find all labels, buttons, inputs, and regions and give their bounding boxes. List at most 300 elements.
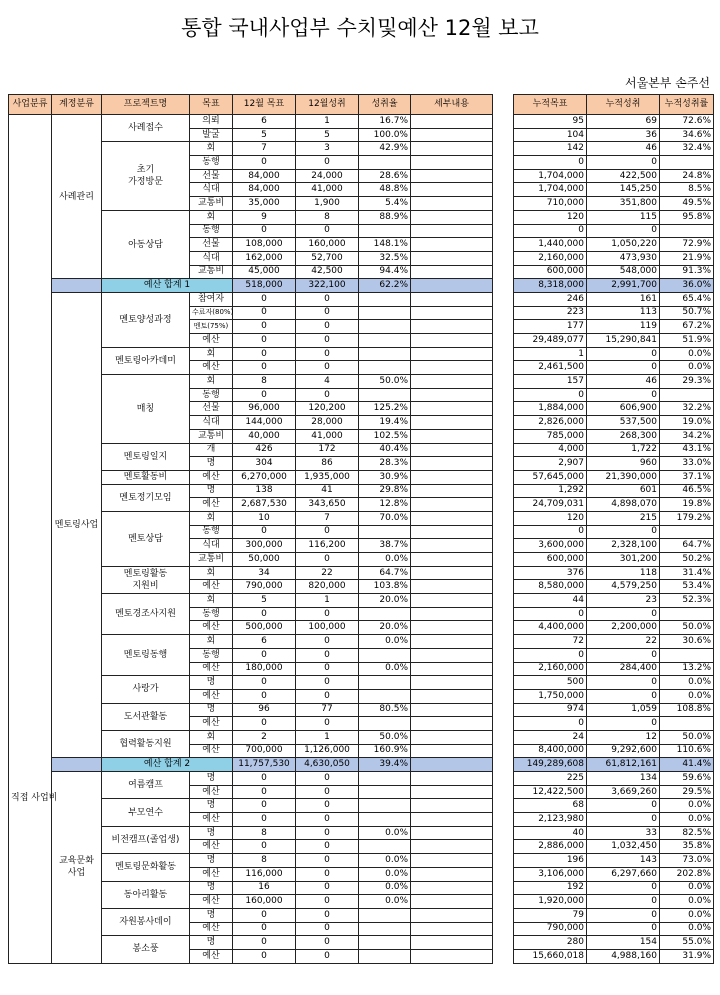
table-row: [514, 813, 714, 827]
cumulative-target-cell: 2,160,000: [514, 251, 587, 265]
achieved-cell: 0: [296, 676, 359, 690]
cumulative-table: [513, 94, 714, 964]
cumulative-target-cell: 149,289,608: [514, 758, 587, 772]
achieved-cell: 0: [296, 224, 359, 238]
target-cell: 0: [233, 607, 296, 621]
rate-cell: 16.7%: [359, 115, 411, 129]
target-cell: 0: [233, 908, 296, 922]
table-row: [514, 210, 714, 224]
rate-cell: [359, 949, 411, 963]
cumulative-rate-cell: [660, 648, 714, 662]
cumulative-achieved-cell: 161: [587, 292, 660, 306]
detail-cell: [411, 785, 493, 799]
cumulative-rate-cell: 34.2%: [660, 429, 714, 443]
target-cell: 138: [233, 484, 296, 498]
cumulative-achieved-cell: 0: [587, 347, 660, 361]
rate-cell: 0.0%: [359, 553, 411, 567]
table-row: [514, 416, 714, 430]
achieved-cell: 0: [296, 607, 359, 621]
cumulative-target-cell: 44: [514, 594, 587, 608]
cumulative-target-cell: 192: [514, 881, 587, 895]
cumulative-rate-cell: 31.9%: [660, 949, 714, 963]
unit-cell: 예산: [190, 621, 233, 635]
target-cell: 0: [233, 334, 296, 348]
table-row: [514, 936, 714, 950]
unit-cell: 명: [190, 908, 233, 922]
detail-cell: [411, 197, 493, 211]
detail-cell: [411, 922, 493, 936]
cumulative-rate-cell: 31.4%: [660, 566, 714, 580]
table-row: [514, 470, 714, 484]
target-cell: 304: [233, 457, 296, 471]
cumulative-rate-cell: 73.0%: [660, 854, 714, 868]
cumulative-achieved-cell: 0: [587, 224, 660, 238]
detail-cell: [411, 717, 493, 731]
detail-cell: [411, 594, 493, 608]
table-row: [514, 265, 714, 279]
target-cell: 7: [233, 142, 296, 156]
unit-cell: 동행: [190, 156, 233, 170]
rate-cell: 20.0%: [359, 594, 411, 608]
achieved-cell: 8: [296, 210, 359, 224]
rate-cell: 50.0%: [359, 375, 411, 389]
rate-cell: 0.0%: [359, 881, 411, 895]
budget-total-label: 예산 합계 1: [102, 279, 233, 293]
cumulative-achieved-cell: 61,812,161: [587, 758, 660, 772]
target-cell: 162,000: [233, 251, 296, 265]
detail-cell: [411, 128, 493, 142]
target-cell: 0: [233, 156, 296, 170]
cumulative-rate-cell: 53.4%: [660, 580, 714, 594]
table-row: [514, 662, 714, 676]
cumulative-target-cell: 2,907: [514, 457, 587, 471]
table-row: [514, 881, 714, 895]
target-cell: 0: [233, 525, 296, 539]
detail-cell: [411, 416, 493, 430]
unit-cell: 교통비: [190, 429, 233, 443]
rate-cell: 40.4%: [359, 443, 411, 457]
cumulative-achieved-cell: 0: [587, 648, 660, 662]
achieved-cell: 7: [296, 511, 359, 525]
cumulative-target-cell: 790,000: [514, 922, 587, 936]
detail-cell: [411, 238, 493, 252]
cumulative-target-cell: 4,000: [514, 443, 587, 457]
unit-cell: 회: [190, 210, 233, 224]
detail-cell: [411, 511, 493, 525]
detail-cell: [411, 361, 493, 375]
cumulative-achieved-cell: 145,250: [587, 183, 660, 197]
detail-cell: [411, 689, 493, 703]
unit-cell: 회: [190, 635, 233, 649]
target-cell: 40,000: [233, 429, 296, 443]
target-cell: 0: [233, 320, 296, 334]
cumulative-achieved-cell: 0: [587, 388, 660, 402]
target-cell: 96,000: [233, 402, 296, 416]
cumulative-achieved-cell: 22: [587, 635, 660, 649]
cumulative-target-cell: 177: [514, 320, 587, 334]
achieved-cell: 116,200: [296, 539, 359, 553]
cumulative-achieved-cell: 284,400: [587, 662, 660, 676]
achieved-cell: 4: [296, 375, 359, 389]
cumulative-achieved-cell: 46: [587, 142, 660, 156]
cumulative-rate-cell: 19.0%: [660, 416, 714, 430]
target-cell: 11,757,530: [233, 758, 296, 772]
target-cell: 2,687,530: [233, 498, 296, 512]
target-cell: 426: [233, 443, 296, 457]
cumulative-rate-cell: 21.9%: [660, 251, 714, 265]
achieved-cell: 820,000: [296, 580, 359, 594]
detail-cell: [411, 525, 493, 539]
achieved-cell: 0: [296, 717, 359, 731]
unit-cell: 예산: [190, 744, 233, 758]
table-row: [514, 621, 714, 635]
detail-cell: [411, 251, 493, 265]
table-row: [514, 867, 714, 881]
rate-cell: [359, 361, 411, 375]
unit-cell: 회: [190, 594, 233, 608]
project-cell: 멘토경조사지원: [102, 594, 190, 635]
detail-cell: [411, 772, 493, 786]
cumulative-achieved-cell: 1,722: [587, 443, 660, 457]
table-row: [514, 334, 714, 348]
column-header: 12월성취: [296, 95, 359, 115]
cumulative-rate-cell: 36.0%: [660, 279, 714, 293]
detail-cell: [411, 553, 493, 567]
detail-cell: [411, 703, 493, 717]
table-row: [514, 772, 714, 786]
unit-cell: 예산: [190, 813, 233, 827]
achieved-cell: 4,630,050: [296, 758, 359, 772]
achieved-cell: 343,650: [296, 498, 359, 512]
cumulative-rate-cell: 30.6%: [660, 635, 714, 649]
cumulative-achieved-cell: 0: [587, 881, 660, 895]
table-row: [514, 306, 714, 320]
rate-cell: [359, 799, 411, 813]
unit-cell: 예산: [190, 922, 233, 936]
detail-cell: [411, 484, 493, 498]
cumulative-target-cell: 142: [514, 142, 587, 156]
cumulative-achieved-cell: 118: [587, 566, 660, 580]
target-cell: 9: [233, 210, 296, 224]
rate-cell: 19.4%: [359, 416, 411, 430]
cumulative-target-cell: 29,489,077: [514, 334, 587, 348]
cumulative-target-cell: 0: [514, 525, 587, 539]
cumulative-target-cell: 1,292: [514, 484, 587, 498]
column-header: 사업분류: [9, 95, 52, 115]
table-row: [514, 197, 714, 211]
unit-cell: 예산: [190, 717, 233, 731]
rate-cell: 0.0%: [359, 662, 411, 676]
achieved-cell: 0: [296, 936, 359, 950]
unit-cell: 개: [190, 443, 233, 457]
target-cell: 500,000: [233, 621, 296, 635]
column-header: 계정분류: [52, 95, 102, 115]
table-row: [514, 388, 714, 402]
cumulative-achieved-cell: 0: [587, 689, 660, 703]
project-cell: 사례접수: [102, 115, 190, 142]
budget-total-row: [514, 279, 714, 293]
detail-cell: [411, 443, 493, 457]
achieved-cell: 1: [296, 594, 359, 608]
project-cell: 비전캠프(졸업생): [102, 826, 190, 853]
cumulative-achieved-cell: 215: [587, 511, 660, 525]
rate-cell: [359, 306, 411, 320]
cumulative-target-cell: 1,440,000: [514, 238, 587, 252]
target-cell: 0: [233, 292, 296, 306]
table-row: [514, 539, 714, 553]
target-cell: 10: [233, 511, 296, 525]
detail-cell: [411, 265, 493, 279]
cumulative-achieved-cell: 548,000: [587, 265, 660, 279]
cumulative-target-cell: 79: [514, 908, 587, 922]
cumulative-rate-cell: 51.9%: [660, 334, 714, 348]
rate-cell: [359, 813, 411, 827]
target-cell: 160,000: [233, 895, 296, 909]
cumulative-achieved-cell: 0: [587, 676, 660, 690]
unit-cell: 명: [190, 676, 233, 690]
table-row: [9, 772, 493, 786]
project-cell: 사랑가: [102, 676, 190, 703]
cumulative-target-cell: 280: [514, 936, 587, 950]
cumulative-achieved-cell: 2,991,700: [587, 279, 660, 293]
table-row: [514, 854, 714, 868]
rate-cell: [359, 785, 411, 799]
cumulative-achieved-cell: 6,297,660: [587, 867, 660, 881]
cumulative-achieved-cell: 21,390,000: [587, 470, 660, 484]
target-cell: 0: [233, 361, 296, 375]
unit-cell: 수료자(80%): [190, 306, 233, 320]
rate-cell: 20.0%: [359, 621, 411, 635]
achieved-cell: 0: [296, 922, 359, 936]
target-cell: 8: [233, 826, 296, 840]
report-author: 서울본부 손주선: [625, 76, 710, 90]
achieved-cell: 52,700: [296, 251, 359, 265]
rate-cell: 88.9%: [359, 210, 411, 224]
cumulative-rate-cell: 55.0%: [660, 936, 714, 950]
cumulative-rate-cell: 0.0%: [660, 922, 714, 936]
achieved-cell: 42,500: [296, 265, 359, 279]
target-cell: 8: [233, 375, 296, 389]
unit-cell: 예산: [190, 867, 233, 881]
unit-cell: 동행: [190, 607, 233, 621]
project-cell: 부모연수: [102, 799, 190, 826]
unit-cell: 예산: [190, 949, 233, 963]
cumulative-rate-cell: 29.3%: [660, 375, 714, 389]
column-header: 성취율: [359, 95, 411, 115]
achieved-cell: 0: [296, 854, 359, 868]
achieved-cell: 120,200: [296, 402, 359, 416]
table-row: [514, 703, 714, 717]
cumulative-target-cell: 120: [514, 210, 587, 224]
rate-cell: [359, 689, 411, 703]
cumulative-target-cell: 104: [514, 128, 587, 142]
table-row: [514, 840, 714, 854]
cumulative-target-cell: 57,645,000: [514, 470, 587, 484]
cumulative-target-cell: 95: [514, 115, 587, 129]
table-row: [9, 292, 493, 306]
unit-cell: 예산: [190, 662, 233, 676]
rate-cell: 50.0%: [359, 730, 411, 744]
target-cell: 0: [233, 936, 296, 950]
project-cell: 동아리활동: [102, 881, 190, 908]
cumulative-achieved-cell: 115: [587, 210, 660, 224]
cumulative-target-cell: 15,660,018: [514, 949, 587, 963]
unit-cell: 예산: [190, 895, 233, 909]
project-cell: 협력활동지원: [102, 730, 190, 757]
project-cell: 멘토링문화활동: [102, 854, 190, 881]
table-row: [514, 580, 714, 594]
column-header: 누적성취률: [660, 95, 714, 115]
column-header: 누적성취: [587, 95, 660, 115]
cumulative-rate-cell: 29.5%: [660, 785, 714, 799]
target-cell: 144,000: [233, 416, 296, 430]
detail-cell: [411, 908, 493, 922]
cumulative-target-cell: 2,123,980: [514, 813, 587, 827]
cumulative-rate-cell: 43.1%: [660, 443, 714, 457]
rate-cell: 102.5%: [359, 429, 411, 443]
achieved-cell: 0: [296, 895, 359, 909]
cumulative-rate-cell: 19.8%: [660, 498, 714, 512]
project-cell: 멘토상담: [102, 511, 190, 566]
rate-cell: 148.1%: [359, 238, 411, 252]
table-row: [514, 457, 714, 471]
cumulative-achieved-cell: 301,200: [587, 553, 660, 567]
cumulative-achieved-cell: 1,059: [587, 703, 660, 717]
rate-cell: [359, 772, 411, 786]
cumulative-target-cell: 0: [514, 648, 587, 662]
table-row: [514, 511, 714, 525]
cumulative-achieved-cell: 4,988,160: [587, 949, 660, 963]
budget-total-row: [9, 279, 493, 293]
cumulative-rate-cell: 0.0%: [660, 676, 714, 690]
unit-cell: 참여자: [190, 292, 233, 306]
table-row: [514, 402, 714, 416]
cumulative-rate-cell: [660, 607, 714, 621]
cumulative-achieved-cell: 0: [587, 908, 660, 922]
cumulative-achieved-cell: 268,300: [587, 429, 660, 443]
cumulative-target-cell: 8,400,000: [514, 744, 587, 758]
cumulative-target-cell: 0: [514, 156, 587, 170]
unit-cell: 회: [190, 375, 233, 389]
cumulative-rate-cell: 49.5%: [660, 197, 714, 211]
target-cell: 8: [233, 854, 296, 868]
achieved-cell: 160,000: [296, 238, 359, 252]
account-cell: 멘토링사업: [52, 292, 102, 757]
cumulative-target-cell: 600,000: [514, 265, 587, 279]
cumulative-rate-cell: [660, 224, 714, 238]
table-row: [514, 553, 714, 567]
achieved-cell: 5: [296, 128, 359, 142]
account-cell: 사례관리: [52, 115, 102, 279]
table-row: [514, 826, 714, 840]
unit-cell: 명: [190, 703, 233, 717]
unit-cell: 선물: [190, 402, 233, 416]
cumulative-target-cell: 3,106,000: [514, 867, 587, 881]
cumulative-achieved-cell: 351,800: [587, 197, 660, 211]
cumulative-achieved-cell: 33: [587, 826, 660, 840]
rate-cell: [359, 320, 411, 334]
cumulative-target-cell: 157: [514, 375, 587, 389]
target-cell: 0: [233, 785, 296, 799]
report-title: 통합 국내사업부 수치및예산 12월 보고: [181, 16, 539, 40]
cumulative-rate-cell: 108.8%: [660, 703, 714, 717]
cumulative-rate-cell: 0.0%: [660, 689, 714, 703]
table-row: [514, 361, 714, 375]
cumulative-achieved-cell: 0: [587, 895, 660, 909]
detail-cell: [411, 279, 493, 293]
target-cell: 0: [233, 676, 296, 690]
target-cell: 5: [233, 128, 296, 142]
achieved-cell: 0: [296, 772, 359, 786]
achieved-cell: 0: [296, 908, 359, 922]
cumulative-target-cell: 1,704,000: [514, 183, 587, 197]
unit-cell: 명: [190, 936, 233, 950]
unit-cell: 예산: [190, 785, 233, 799]
account-cell-blank: [52, 758, 102, 772]
rate-cell: 0.0%: [359, 867, 411, 881]
cumulative-rate-cell: 37.1%: [660, 470, 714, 484]
table-row: [514, 648, 714, 662]
table-row: [514, 320, 714, 334]
unit-cell: 의뢰: [190, 115, 233, 129]
achieved-cell: 0: [296, 826, 359, 840]
cumulative-target-cell: 4,400,000: [514, 621, 587, 635]
target-cell: 6: [233, 115, 296, 129]
table-row: [514, 429, 714, 443]
column-header: 누적목표: [514, 95, 587, 115]
cumulative-achieved-cell: 960: [587, 457, 660, 471]
detail-cell: [411, 840, 493, 854]
detail-cell: [411, 566, 493, 580]
cumulative-target-cell: 24,709,031: [514, 498, 587, 512]
table-row: [514, 785, 714, 799]
table-row: [514, 676, 714, 690]
detail-cell: [411, 936, 493, 950]
achieved-cell: 0: [296, 867, 359, 881]
detail-cell: [411, 758, 493, 772]
achieved-cell: 0: [296, 334, 359, 348]
unit-cell: 명: [190, 799, 233, 813]
cumulative-target-cell: 2,886,000: [514, 840, 587, 854]
cumulative-rate-cell: 72.6%: [660, 115, 714, 129]
rate-cell: [359, 347, 411, 361]
unit-cell: 명: [190, 457, 233, 471]
rate-cell: 100.0%: [359, 128, 411, 142]
cumulative-achieved-cell: 1,032,450: [587, 840, 660, 854]
table-row: [514, 717, 714, 731]
unit-cell: 식대: [190, 416, 233, 430]
achieved-cell: 0: [296, 361, 359, 375]
target-cell: 108,000: [233, 238, 296, 252]
unit-cell: 선물: [190, 169, 233, 183]
cumulative-target-cell: 974: [514, 703, 587, 717]
rate-cell: [359, 717, 411, 731]
project-cell: 멘토양성과정: [102, 292, 190, 347]
cumulative-rate-cell: 50.0%: [660, 730, 714, 744]
budget-total-row: [9, 758, 493, 772]
rate-cell: 48.8%: [359, 183, 411, 197]
cumulative-target-cell: 2,461,500: [514, 361, 587, 375]
cumulative-rate-cell: 0.0%: [660, 813, 714, 827]
project-cell: 멘토활동비: [102, 470, 190, 484]
target-cell: 0: [233, 224, 296, 238]
unit-cell: 회: [190, 730, 233, 744]
table-row: [514, 525, 714, 539]
unit-cell: 명: [190, 772, 233, 786]
target-cell: 50,000: [233, 553, 296, 567]
cumulative-rate-cell: 34.6%: [660, 128, 714, 142]
target-cell: 518,000: [233, 279, 296, 293]
